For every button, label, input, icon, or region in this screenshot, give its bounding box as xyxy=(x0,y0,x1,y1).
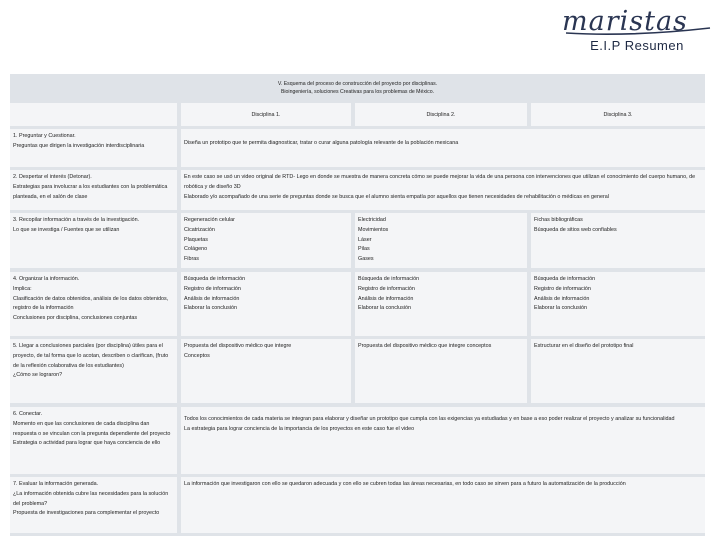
row-1-merged: Diseña un prototipo que te permita diagnosticar, tratar o curar alguna patología relevante de la población mexicana xyxy=(181,129,705,167)
header-step-blank xyxy=(10,103,177,126)
table-subtitle: Bioingeniería, soluciones Creativas para los problemas de México. xyxy=(280,89,435,95)
row-4-disciplina-2: Búsqueda de información Registro de información Análisis de información Elaborar la conclusión xyxy=(355,272,527,336)
row-step-6: 6. Conectar. Momento en que las conclusiones de cada disciplina dan respuesta o se vinculan con la pregunta dependiente del proyecto Estrategia o actividad para lograr que haya conciencia de ello xyxy=(10,407,177,474)
table-title: V. Esquema del proceso de construcción del proyecto por disciplinas. xyxy=(277,81,438,87)
row-7-merged: La información que investigaron con ello se quedaron adecuada y con ello se cubren todas las áreas necesarias, en todo caso se sirven para a futuro la automatización de la producción xyxy=(181,477,705,533)
row-5-disciplina-3: Estructurar en el diseño del prototipo final xyxy=(531,339,705,403)
row-2-merged: En este caso se usó un video original de RTD- Lego en donde se muestra de manera concreta cómo se puede mejorar la vida de una persona con intervenciones que utilizan el conocimiento del cuerpo humano, de robótica y de diseño 3D Elaborado y/o acompañado de una serie de preguntas donde se busca que el alumno sienta empatía por aquellos que tienen necesidades de rehabilitación o médicas en general xyxy=(181,170,705,210)
row-step-1: 1. Preguntar y Cuestionar. Preguntas que dirigen la investigación interdisciplinaria xyxy=(10,129,177,167)
row-3-disciplina-2: Electricidad Movimientos Láser Pilas Gases xyxy=(355,213,527,268)
row-step-7: 7. Evaluar la información generada. ¿La información obtenida cubre las necesidades para la solución del problema? Propuesta de investigaciones para complementar el proyecto xyxy=(10,477,177,533)
row-5-disciplina-2: Propuesta del dispositivo médico que integre conceptos xyxy=(355,339,527,403)
logo-wordmark: maristas xyxy=(562,6,688,36)
process-table xyxy=(10,74,705,536)
row-4-disciplina-1: Búsqueda de información Registro de información Análisis de información Elaborar la conclusión xyxy=(181,272,351,336)
maristas-logo xyxy=(560,6,714,36)
column-header-disciplina-3: Disciplina 3. xyxy=(531,103,705,126)
table-heading xyxy=(10,80,705,96)
row-step-3: 3. Recopilar información a través de la investigación. Lo que se investiga / Fuentes que se utilizan xyxy=(10,213,177,268)
row-6-merged: Todos los conocimientos de cada materia se integran para elaborar y diseñar un prototipo que cumpla con las exigencias ya estudiadas y en base a eso poder realizar el proyecto y analizar su funcionalidad La estrategia para lograr conciencia de la importancia de los proyectos en este caso fue el video xyxy=(181,407,705,474)
row-3-disciplina-3: Fichas bibliográficas Búsqueda de sitios web confiables xyxy=(531,213,705,268)
row-step-4: 4. Organizar la información. Implica: Clasificación de datos obtenidos, análisis de los datos obtenidos, registro de la información Conclusiones por disciplina, conclusiones conjuntas xyxy=(10,272,177,336)
row-4-disciplina-3: Búsqueda de información Registro de información Análisis de información Elaborar la conclusión xyxy=(531,272,705,336)
row-3-disciplina-1: Regeneración celular Cicatrización Plaquetas Colágeno Fibras xyxy=(181,213,351,268)
page-subtitle: E.I.P Resumen xyxy=(590,38,684,53)
row-5-disciplina-1: Propuesta del dispositivo médico que integre Conceptos xyxy=(181,339,351,403)
row-step-2: 2. Despertar el interés (Detonar). Estrategias para involucrar a los estudiantes con la problemática planteada, en el salón de clase xyxy=(10,170,177,210)
row-step-5: 5. Llegar a conclusiones parciales (por disciplina) útiles para el proyecto, de tal forma que lo acotan, describen o clarifican, (fruto de la reflexión colaborativa de los estudiantes) ¿Cómo se lograron? xyxy=(10,339,177,403)
column-header-disciplina-2: Disciplina 2. xyxy=(355,103,527,126)
column-header-disciplina-1: Disciplina 1. xyxy=(181,103,351,126)
